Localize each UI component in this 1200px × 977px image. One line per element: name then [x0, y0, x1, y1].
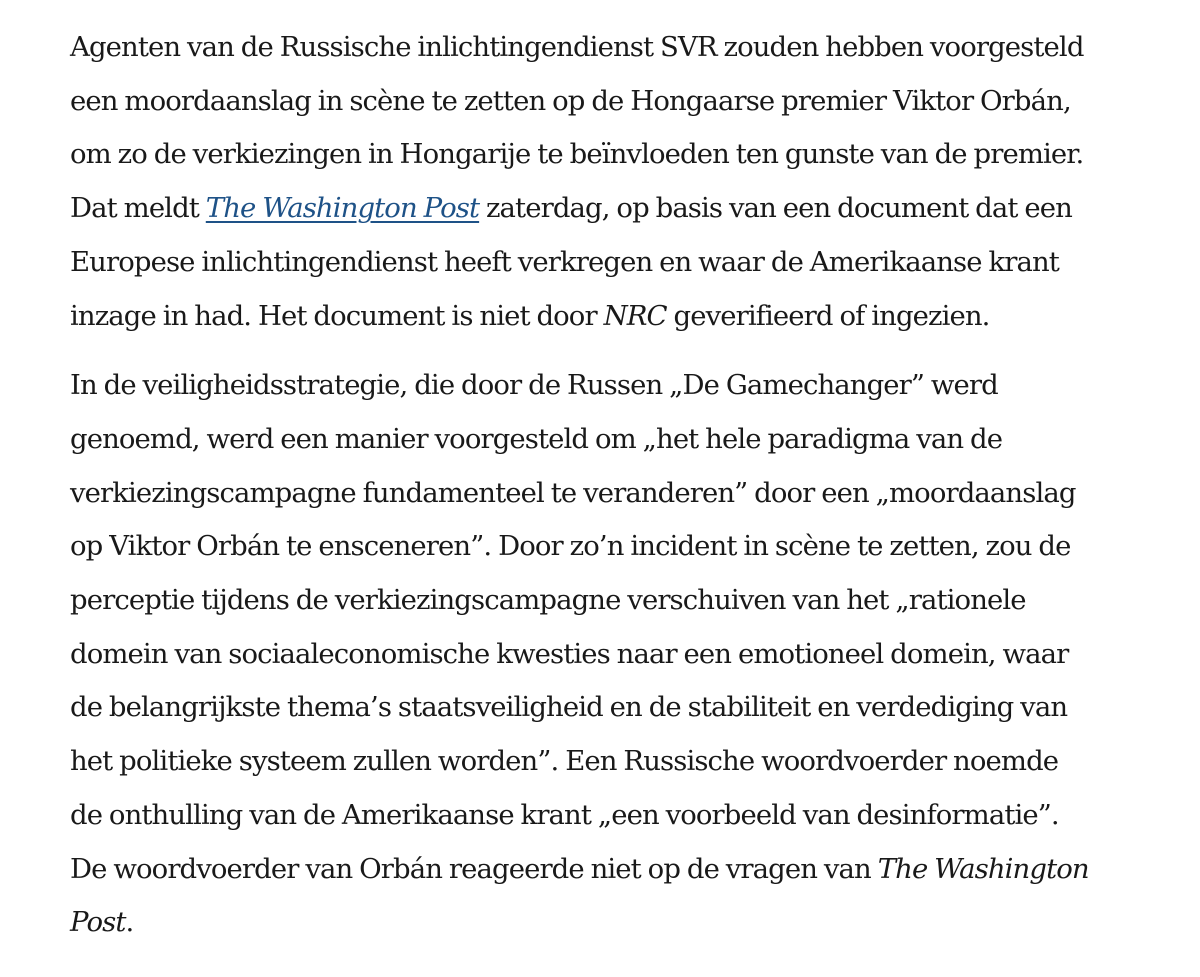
- paragraph-1: [70, 21, 1150, 343]
- paragraph-2-line-11-end: .: [125, 906, 134, 939]
- paragraph-2-line-9: de onthulling van de Amerikaanse krant „een voorbeeld van desinformatie”.: [70, 798, 1059, 831]
- paragraph-2-line-4: op Viktor Orbán te ensceneren”. Door zo’n incident in scène te zetten, zou de: [70, 530, 1071, 563]
- paragraph-1-line-6-start: inzage in had. Het document is niet door: [70, 299, 604, 332]
- paragraph-1-line-1: Agenten van de Russische inlichtingendienst SVR zouden hebben voorgesteld: [70, 31, 1084, 63]
- paragraph-1-line-2: een moordaanslag in scène te zetten op de Hongaarse premier Viktor Orbán,: [70, 84, 1071, 117]
- paragraph-2-line-1: In de veiligheidsstrategie, die door de Russen „De Gamechanger” werd: [70, 369, 998, 402]
- paragraph-1-line-6-end: geverifieerd of ingezien.: [666, 299, 990, 332]
- washington-post-italic-part-2: Post: [70, 906, 126, 939]
- paragraph-2-line-2: genoemd, werd een manier voorgesteld om „het hele paradigma van de: [70, 422, 1003, 455]
- paragraph-2-line-10: [70, 843, 1150, 897]
- paragraph-1-line-4: [70, 182, 1150, 236]
- nrc-italic: NRC: [603, 299, 667, 332]
- paragraph-2-line-7: de belangrijkste thema’s staatsveiligheid en de stabiliteit en verdediging van: [70, 691, 1068, 724]
- washington-post-link[interactable]: The Washington Post: [205, 192, 480, 225]
- paragraph-2-line-6: domein van sociaaleconomische kwesties naar een emotioneel domein, waar: [70, 637, 1069, 670]
- paragraph-1-line-3: om zo de verkiezingen in Hongarije te beïnvloeden ten gunste van de premier.: [70, 138, 1084, 171]
- paragraph-2-line-11: [70, 896, 1150, 950]
- paragraph-2: [70, 359, 1150, 950]
- paragraph-2-line-5: perceptie tijdens de verkiezingscampagne verschuiven van het „rationele: [70, 584, 1026, 617]
- paragraph-1-line-4-end: zaterdag, op basis van een document dat een: [479, 192, 1072, 225]
- paragraph-2-line-10-start: De woordvoerder van Orbán reageerde niet op de vragen van: [70, 852, 878, 885]
- article-body: [70, 21, 1150, 950]
- washington-post-italic-part-1: The Washington: [877, 852, 1089, 885]
- paragraph-1-line-6: [70, 290, 1150, 344]
- paragraph-2-line-3: verkiezingscampagne fundamenteel te veranderen” door een „moordaanslag: [70, 476, 1076, 509]
- paragraph-1-line-5: Europese inlichtingendienst heeft verkregen en waar de Amerikaanse krant: [70, 245, 1059, 278]
- paragraph-2-line-8: het politieke systeem zullen worden”. Een Russische woordvoerder noemde: [70, 745, 1059, 778]
- paragraph-1-line-4-start: Dat meldt: [70, 192, 206, 225]
